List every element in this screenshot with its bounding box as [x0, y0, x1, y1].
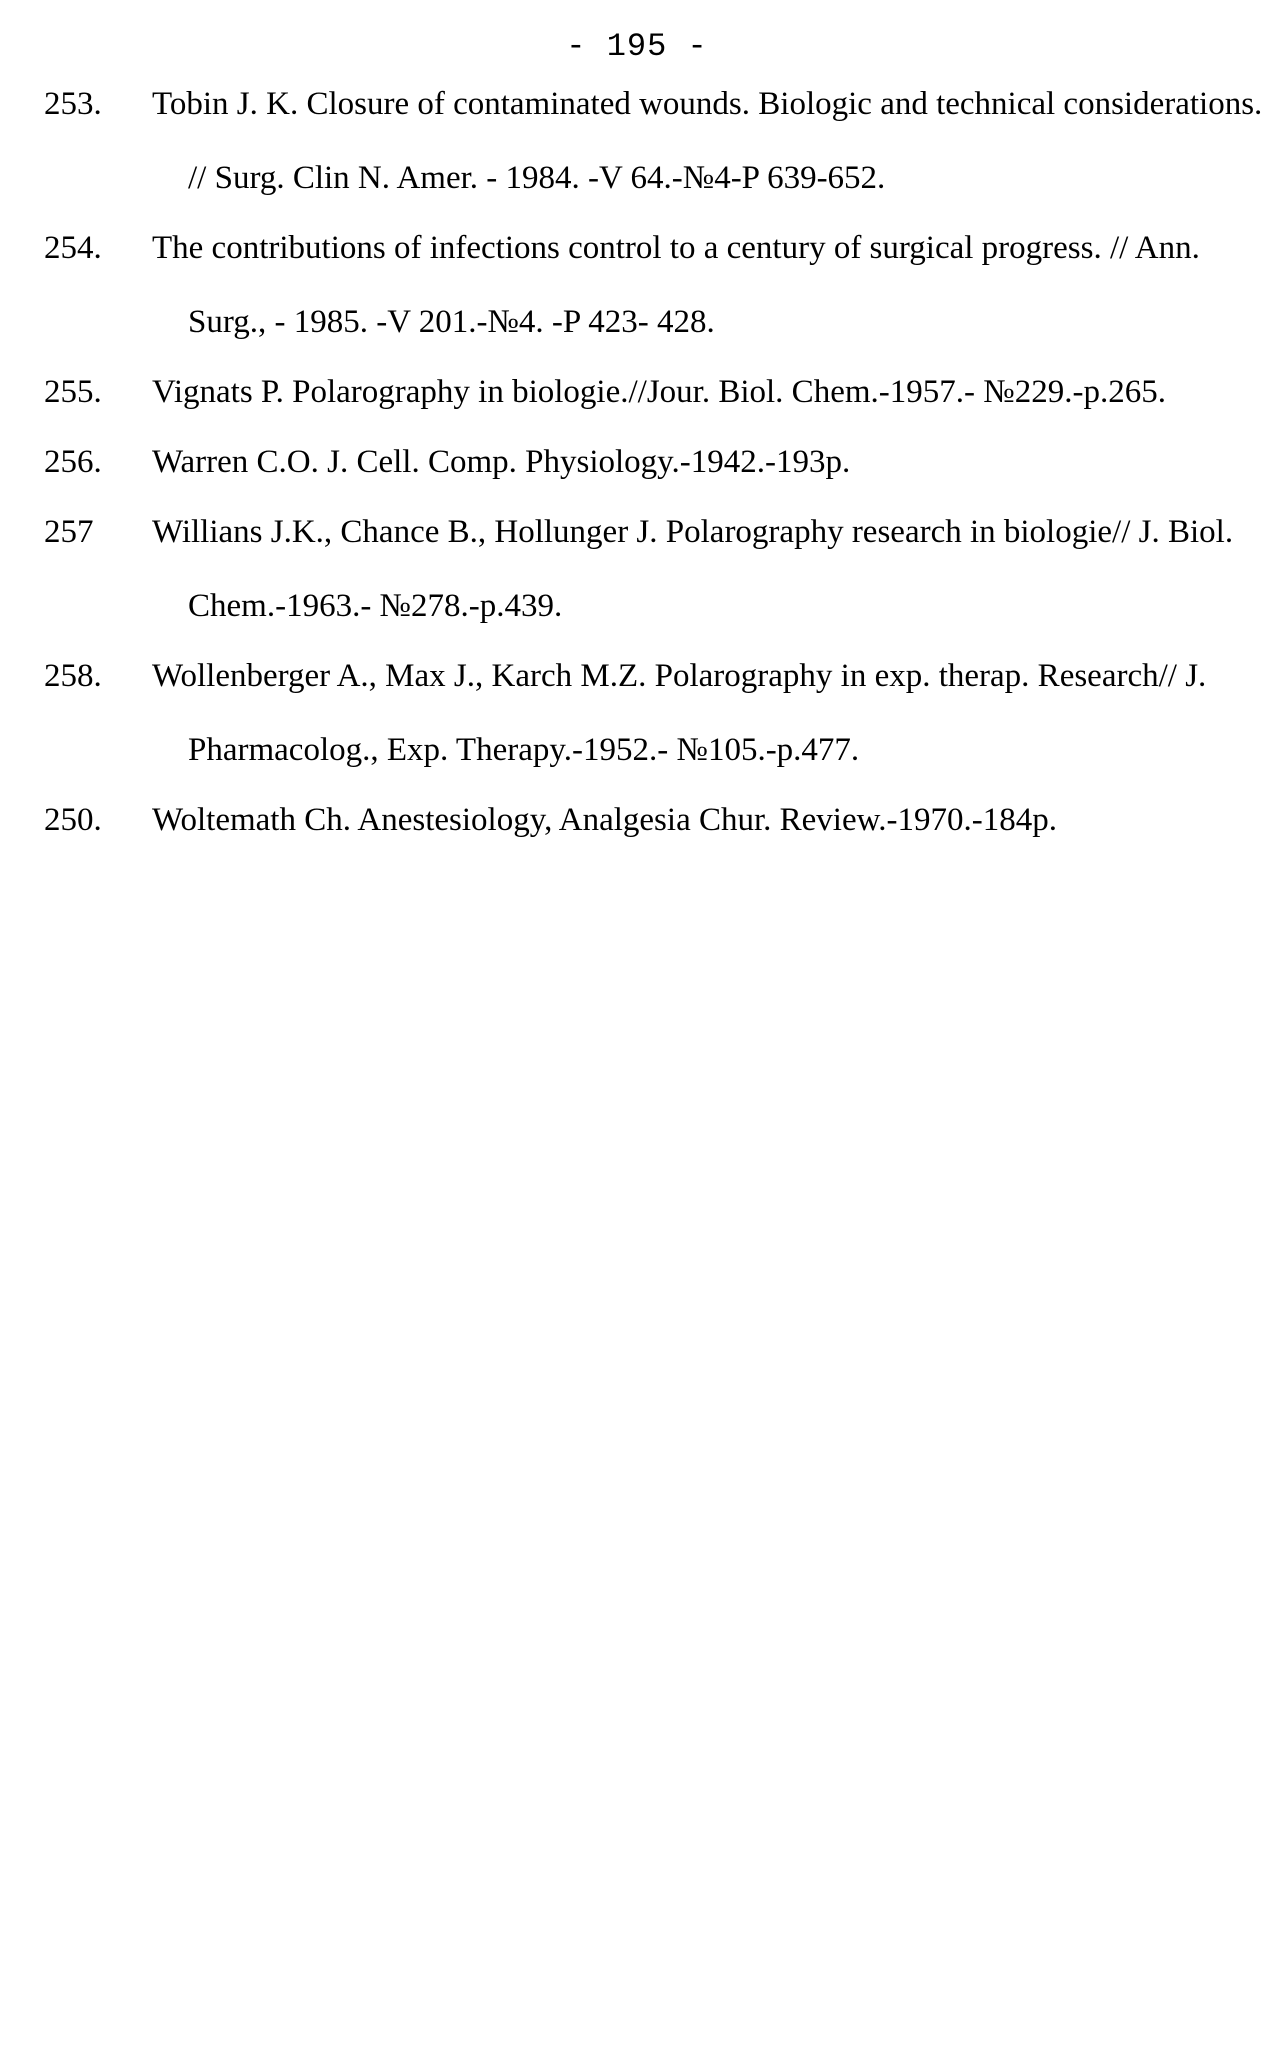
reference-text-line: Warren C.O. J. Cell. Comp. Physiology.-1942.-193p. [152, 444, 851, 480]
reference-number: 250. [44, 802, 102, 838]
reference-item [44, 656, 1254, 770]
reference-item [44, 512, 1254, 626]
reference-text-line: Pharmacolog., Exp. Therapy.-1952.- №105.-p.477. [188, 732, 860, 768]
reference-text-line: Tobin J. K. Closure of contaminated wounds. Biologic and technical considerations. [152, 86, 1263, 122]
reference-item [44, 800, 1254, 840]
reference-text-line: Wollenberger A., Max J., Karch M.Z. Polarography in exp. therap. Research// J. [152, 658, 1207, 694]
reference-number: 258. [44, 658, 102, 694]
reference-number: 255. [44, 374, 102, 410]
reference-number: 254. [44, 230, 102, 266]
reference-number: 253. [44, 86, 102, 122]
reference-text-line: Surg., - 1985. -V 201.-№4. -P 423- 428. [188, 304, 715, 340]
reference-text-line: Woltemath Ch. Anestesiology, Analgesia Chur. Review.-1970.-184p. [152, 802, 1058, 838]
reference-number: 256. [44, 444, 102, 480]
reference-list [44, 84, 1263, 870]
reference-text-line: Willians J.K., Chance B., Hollunger J. Polarography research in biologie// J. Biol. [152, 514, 1234, 550]
reference-number: 257 [44, 514, 94, 550]
reference-item [44, 442, 1254, 482]
reference-item [44, 372, 1254, 412]
page-number: - 195 - [566, 28, 708, 65]
reference-item [44, 84, 1263, 198]
reference-item [44, 228, 1254, 342]
reference-text-line: Vignats P. Polarography in biologie.//Jour. Biol. Chem.-1957.- №229.-p.265. [152, 374, 1166, 410]
reference-text-line: // Surg. Clin N. Amer. - 1984. -V 64.-№4-P 639-652. [188, 160, 886, 196]
reference-text-line: The contributions of infections control to a century of surgical progress. // Ann. [152, 230, 1200, 266]
reference-text-line: Chem.-1963.- №278.-p.439. [188, 588, 563, 624]
